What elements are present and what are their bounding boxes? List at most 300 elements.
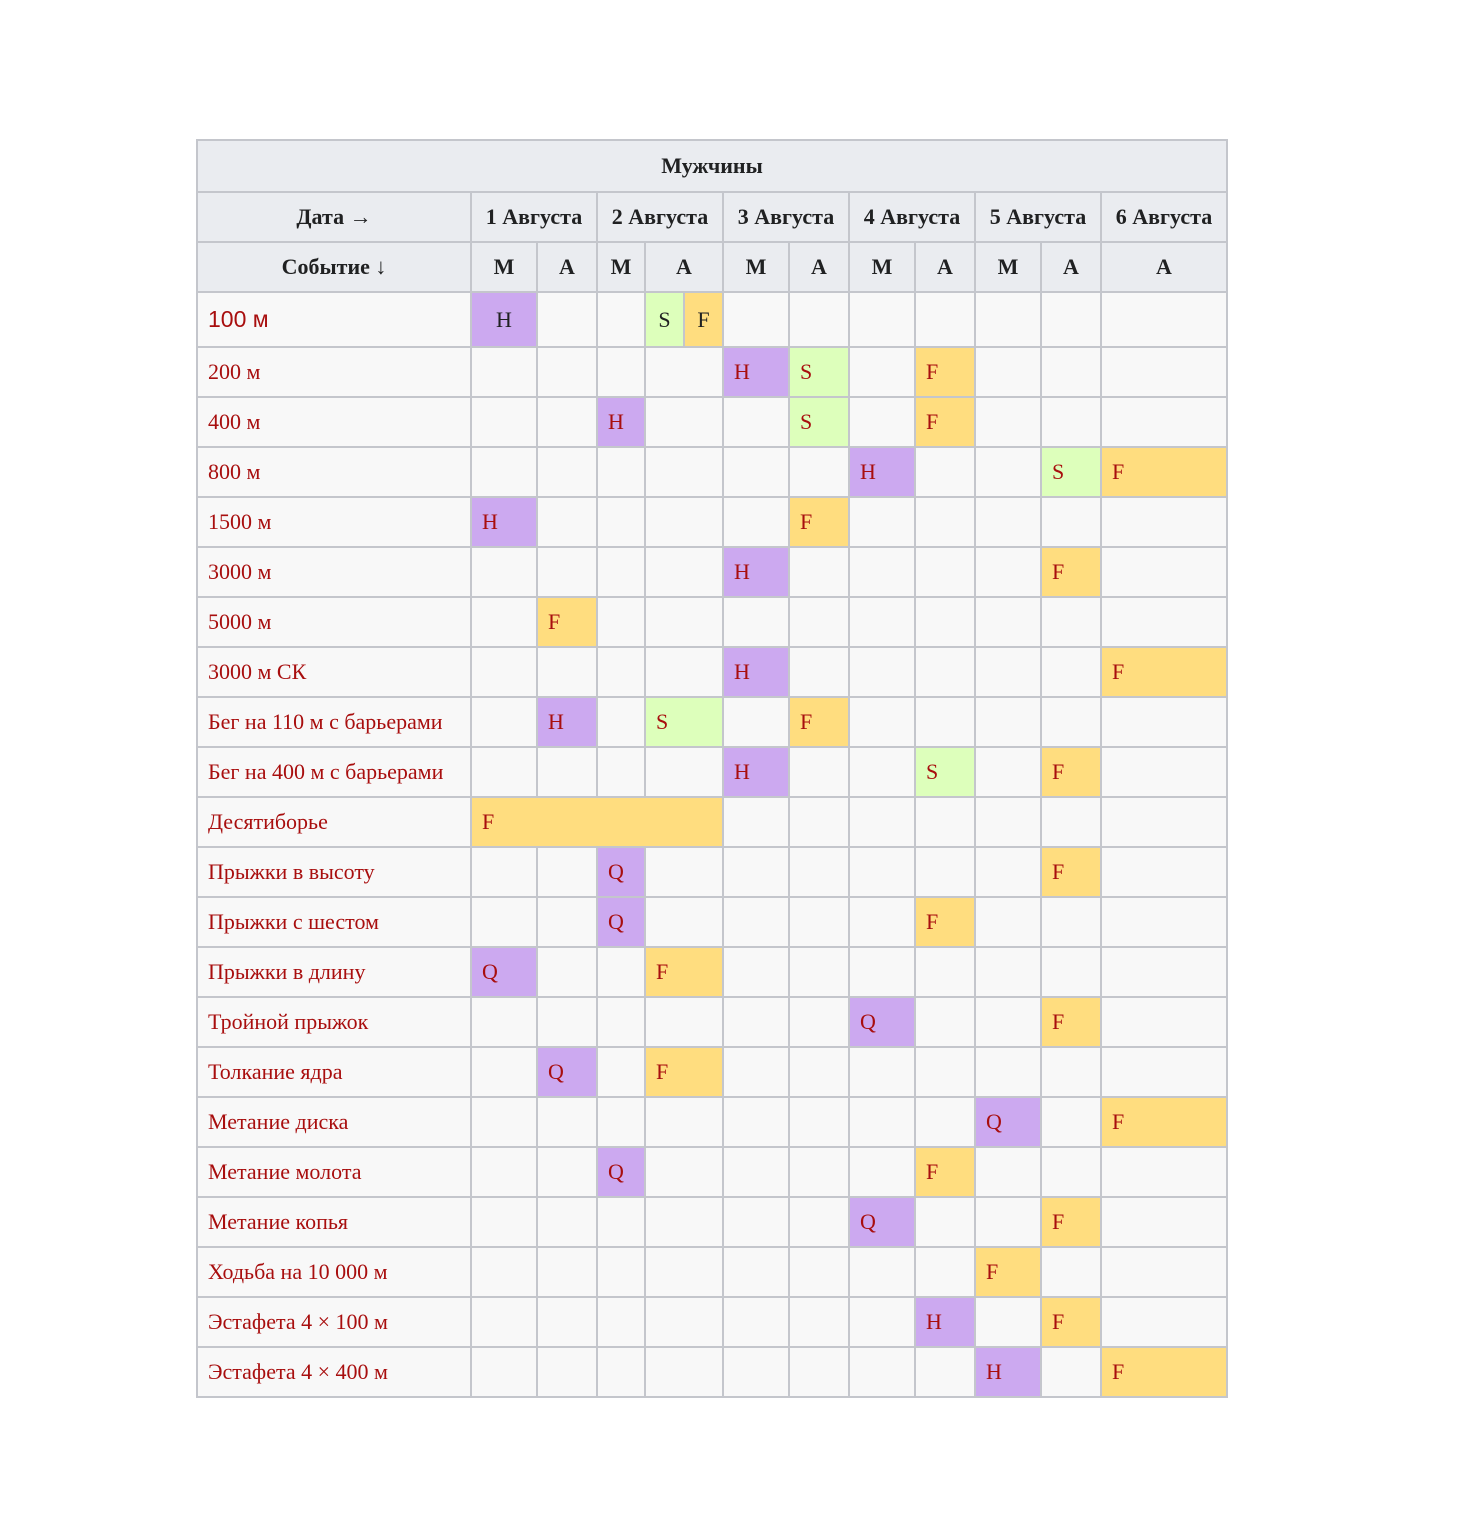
schedule-cell [1041, 347, 1101, 397]
schedule-cell [597, 497, 645, 547]
final-mark: F [1101, 447, 1227, 497]
session-header: А [645, 242, 723, 292]
schedule-cell [1041, 897, 1101, 947]
table-row [197, 347, 1227, 397]
schedule-cell [789, 547, 849, 597]
schedule-cell [723, 497, 789, 547]
schedule-cell [597, 292, 645, 347]
schedule-cell [645, 1097, 723, 1147]
qualification-mark: Q [849, 1197, 915, 1247]
schedule-cell [849, 1147, 915, 1197]
schedule-cell [723, 597, 789, 647]
session-header: А [915, 242, 975, 292]
schedule-cell [723, 292, 789, 347]
schedule-cell [915, 997, 975, 1047]
schedule-cell [975, 497, 1041, 547]
table-row [197, 547, 1227, 597]
schedule-cell [645, 447, 723, 497]
schedule-cell [597, 747, 645, 797]
schedule-cell [471, 447, 537, 497]
schedule-cell [1041, 597, 1101, 647]
final-mark: F [1041, 747, 1101, 797]
schedule-cell [1101, 897, 1227, 947]
schedule-cell [1101, 1197, 1227, 1247]
schedule-cell [975, 292, 1041, 347]
event-link[interactable]: 800 м [197, 447, 471, 497]
heat-mark: H [597, 397, 645, 447]
schedule-cell [645, 847, 723, 897]
event-link[interactable]: Метание молота [197, 1147, 471, 1197]
schedule-cell [723, 847, 789, 897]
schedule-cell [645, 747, 723, 797]
schedule-cell [723, 447, 789, 497]
day-header: 6 Августа [1101, 192, 1227, 242]
schedule-cell [723, 947, 789, 997]
schedule-cell [1101, 292, 1227, 347]
heat-mark: H [723, 347, 789, 397]
event-link[interactable]: 1500 м [197, 497, 471, 547]
schedule-cell [915, 447, 975, 497]
schedule-cell [471, 397, 537, 447]
schedule-cell [471, 347, 537, 397]
day-header: 1 Августа [471, 192, 597, 242]
schedule-cell [789, 447, 849, 497]
heat-mark: H [723, 647, 789, 697]
schedule-cell [645, 347, 723, 397]
schedule-cell [849, 947, 915, 997]
schedule-cell [915, 292, 975, 347]
final-mark: F [537, 597, 597, 647]
final-mark: F [1101, 1097, 1227, 1147]
schedule-cell [537, 647, 597, 697]
schedule-cell [723, 1047, 789, 1097]
schedule-cell [723, 897, 789, 947]
semifinal-mark: S [1041, 447, 1101, 497]
schedule-cell [975, 1147, 1041, 1197]
schedule-cell [471, 1297, 537, 1347]
heat-mark: H [975, 1347, 1041, 1397]
schedule-cell [789, 947, 849, 997]
schedule-cell [975, 897, 1041, 947]
schedule-cell [645, 292, 723, 347]
schedule-cell [471, 1147, 537, 1197]
schedule-cell [1041, 1147, 1101, 1197]
schedule-cell [849, 1247, 915, 1297]
event-link[interactable]: Десятиборье [197, 797, 471, 847]
session-header: М [849, 242, 915, 292]
schedule-cell [1101, 747, 1227, 797]
table-row [197, 797, 1227, 847]
semifinal-mark: S [789, 397, 849, 447]
schedule-cell [471, 547, 537, 597]
qualification-mark: Q [471, 947, 537, 997]
final-mark: F [915, 897, 975, 947]
schedule-cell [915, 1197, 975, 1247]
schedule-cell [1101, 597, 1227, 647]
schedule-cell [1101, 497, 1227, 547]
schedule-cell [849, 292, 915, 347]
schedule-cell [597, 1347, 645, 1397]
table-title: Мужчины [197, 140, 1227, 192]
schedule-cell [471, 847, 537, 897]
schedule-cell [537, 947, 597, 997]
schedule-cell [849, 647, 915, 697]
schedule-cell [471, 997, 537, 1047]
schedule-cell [471, 897, 537, 947]
event-link[interactable]: 3000 м [197, 547, 471, 597]
schedule-cell [537, 747, 597, 797]
table-row [197, 897, 1227, 947]
day-header: 2 Августа [597, 192, 723, 242]
schedule-cell [537, 997, 597, 1047]
final-mark: F [685, 293, 722, 346]
table-row [197, 1347, 1227, 1397]
schedule-cell [645, 1247, 723, 1297]
schedule-cell [1101, 1047, 1227, 1097]
schedule-cell [1041, 647, 1101, 697]
schedule-cell [915, 697, 975, 747]
schedule-cell [1101, 1147, 1227, 1197]
schedule-cell [789, 1197, 849, 1247]
table-row [197, 747, 1227, 797]
schedule-cell [645, 597, 723, 647]
schedule-cell [1041, 1047, 1101, 1097]
day-header: 4 Августа [849, 192, 975, 242]
schedule-cell [915, 797, 975, 847]
schedule-cell [789, 847, 849, 897]
event-link[interactable]: 200 м [197, 347, 471, 397]
schedule-cell [645, 1147, 723, 1197]
schedule-cell [849, 897, 915, 947]
schedule-cell [723, 1297, 789, 1347]
schedule-cell [789, 597, 849, 647]
schedule-cell [1041, 292, 1101, 347]
schedule-cell [1101, 997, 1227, 1047]
schedule-cell [471, 647, 537, 697]
schedule-cell [975, 347, 1041, 397]
qualification-mark: Q [849, 997, 915, 1047]
schedule-cell [1101, 697, 1227, 747]
schedule-cell [849, 797, 915, 847]
final-mark: F [1041, 547, 1101, 597]
heat-mark: H [723, 547, 789, 597]
final-mark: F [1041, 1197, 1101, 1247]
schedule-cell [537, 1097, 597, 1147]
schedule-cell [471, 747, 537, 797]
schedule-cell [849, 1097, 915, 1147]
schedule-cell [1041, 397, 1101, 447]
schedule-cell [537, 547, 597, 597]
schedule-table [196, 139, 1228, 1398]
schedule-cell [1041, 1247, 1101, 1297]
schedule-cell [915, 947, 975, 997]
schedule-cell [1101, 347, 1227, 397]
schedule-cell [975, 697, 1041, 747]
schedule-cell [723, 797, 789, 847]
event-link[interactable]: Эстафета 4 × 400 м [197, 1347, 471, 1397]
schedule-cell [789, 747, 849, 797]
session-header: М [723, 242, 789, 292]
schedule-cell [597, 997, 645, 1047]
event-link[interactable]: 5000 м [197, 597, 471, 647]
schedule-cell [645, 1297, 723, 1347]
schedule-cell [597, 597, 645, 647]
schedule-cell [723, 1147, 789, 1197]
qualification-mark: Q [597, 1147, 645, 1197]
session-header: М [471, 242, 537, 292]
schedule-cell [1101, 847, 1227, 897]
schedule-cell [915, 1247, 975, 1297]
schedule-cell [915, 1047, 975, 1097]
final-mark: F [1101, 1347, 1227, 1397]
schedule-cell [975, 397, 1041, 447]
schedule-cell [975, 997, 1041, 1047]
schedule-cell [1041, 1097, 1101, 1147]
schedule-cell [723, 1347, 789, 1397]
schedule-cell [849, 347, 915, 397]
schedule-cell [915, 1347, 975, 1397]
schedule-cell [849, 697, 915, 747]
heat-mark: H [849, 447, 915, 497]
schedule-cell [471, 697, 537, 747]
final-mark: F [1041, 847, 1101, 897]
schedule-cell [849, 747, 915, 797]
final-mark: F [471, 797, 723, 847]
table-row [197, 447, 1227, 497]
final-mark: F [975, 1247, 1041, 1297]
schedule-cell [645, 397, 723, 447]
final-mark: F [915, 397, 975, 447]
schedule-cell [1041, 697, 1101, 747]
schedule-cell [597, 1047, 645, 1097]
schedule-cell [723, 997, 789, 1047]
final-mark: F [1041, 997, 1101, 1047]
final-mark: F [1041, 1297, 1101, 1347]
schedule-cell [789, 1147, 849, 1197]
schedule-cell [471, 1047, 537, 1097]
schedule-cell [537, 397, 597, 447]
table-row [197, 947, 1227, 997]
heat-mark: H [723, 747, 789, 797]
schedule-cell [645, 1197, 723, 1247]
event-link[interactable]: Бег на 110 м с барьерами [197, 697, 471, 747]
semifinal-mark: S [789, 347, 849, 397]
event-link[interactable]: Бег на 400 м с барьерами [197, 747, 471, 797]
schedule-cell [1041, 497, 1101, 547]
schedule-cell [789, 1047, 849, 1097]
schedule-cell [849, 397, 915, 447]
day-header: 5 Августа [975, 192, 1101, 242]
table-row [197, 847, 1227, 897]
schedule-cell [975, 447, 1041, 497]
schedule-cell [471, 1247, 537, 1297]
table-row [197, 1097, 1227, 1147]
session-header: А [789, 242, 849, 292]
schedule-cell [975, 547, 1041, 597]
schedule-cell [789, 292, 849, 347]
event-link[interactable]: Метание копья [197, 1197, 471, 1247]
event-link[interactable]: Прыжки с шестом [197, 897, 471, 947]
schedule-cell [597, 697, 645, 747]
schedule-cell [723, 1197, 789, 1247]
schedule-cell [849, 547, 915, 597]
schedule-cell [597, 547, 645, 597]
table-row [197, 1147, 1227, 1197]
schedule-cell [975, 747, 1041, 797]
schedule-cell [537, 497, 597, 547]
schedule-cell [915, 497, 975, 547]
final-mark: F [915, 1147, 975, 1197]
event-link[interactable]: Эстафета 4 × 100 м [197, 1297, 471, 1347]
schedule-cell [723, 697, 789, 747]
table-row [197, 697, 1227, 747]
schedule-cell [537, 1347, 597, 1397]
schedule-cell [789, 1247, 849, 1297]
schedule-cell [645, 647, 723, 697]
schedule-cell [975, 1197, 1041, 1247]
schedule-cell [471, 1097, 537, 1147]
schedule-cell [789, 1347, 849, 1397]
schedule-cell [645, 897, 723, 947]
schedule-cell [915, 597, 975, 647]
schedule-cell [537, 847, 597, 897]
schedule-cell [789, 997, 849, 1047]
table-row [197, 597, 1227, 647]
qualification-mark: Q [597, 897, 645, 947]
schedule-cell [975, 647, 1041, 697]
schedule-cell [1101, 1297, 1227, 1347]
schedule-cell [849, 847, 915, 897]
schedule-cell [789, 897, 849, 947]
schedule-cell [537, 897, 597, 947]
final-mark: F [789, 697, 849, 747]
event-link[interactable]: Тройной прыжок [197, 997, 471, 1047]
schedule-cell [849, 1047, 915, 1097]
schedule-cell [597, 647, 645, 697]
session-header: А [1101, 242, 1227, 292]
table-row [197, 997, 1227, 1047]
schedule-cell [1041, 1347, 1101, 1397]
session-header: А [537, 242, 597, 292]
qualification-mark: Q [597, 847, 645, 897]
heat-mark: H [537, 697, 597, 747]
schedule-cell [975, 797, 1041, 847]
schedule-cell [597, 1097, 645, 1147]
final-mark: F [789, 497, 849, 547]
schedule-cell [597, 1247, 645, 1297]
schedule-cell [1041, 797, 1101, 847]
event-header: Событие ↓ [197, 242, 471, 292]
schedule-cell [723, 1097, 789, 1147]
schedule-cell [645, 497, 723, 547]
schedule-cell [1101, 1247, 1227, 1297]
schedule-cell [597, 347, 645, 397]
qualification-mark: Q [975, 1097, 1041, 1147]
schedule-cell [1101, 547, 1227, 597]
schedule-cell [597, 947, 645, 997]
schedule-cell [849, 1347, 915, 1397]
schedule-cell [645, 997, 723, 1047]
semifinal-mark: S [645, 697, 723, 747]
schedule-cell [915, 847, 975, 897]
schedule-cell [537, 1247, 597, 1297]
schedule-cell [597, 1197, 645, 1247]
schedule-cell [471, 1197, 537, 1247]
event-link[interactable]: Толкание ядра [197, 1047, 471, 1097]
schedule-cell [915, 547, 975, 597]
schedule-cell [1101, 397, 1227, 447]
session-header: М [597, 242, 645, 292]
schedule-cell [471, 597, 537, 647]
heat-mark: H [915, 1297, 975, 1347]
schedule-cell [723, 1247, 789, 1297]
schedule-cell [849, 597, 915, 647]
schedule-cell [975, 947, 1041, 997]
event-link[interactable]: Ходьба на 10 000 м [197, 1247, 471, 1297]
final-mark: F [915, 347, 975, 397]
table-row [197, 1297, 1227, 1347]
schedule-cell [975, 1297, 1041, 1347]
schedule-cell [597, 447, 645, 497]
event-link[interactable]: Прыжки в длину [197, 947, 471, 997]
schedule-cell [975, 597, 1041, 647]
event-link[interactable]: 3000 м СК [197, 647, 471, 697]
schedule-cell [849, 497, 915, 547]
schedule-cell [537, 1197, 597, 1247]
schedule-cell [915, 647, 975, 697]
schedule-cell [789, 797, 849, 847]
schedule-cell [1101, 947, 1227, 997]
final-mark: F [645, 1047, 723, 1097]
table-row [197, 497, 1227, 547]
session-header: М [975, 242, 1041, 292]
event-link[interactable]: 100 м [197, 292, 471, 347]
schedule-cell [537, 1297, 597, 1347]
schedule-cell [849, 1297, 915, 1347]
schedule-cell [789, 647, 849, 697]
semifinal-mark: S [646, 293, 685, 346]
schedule-cell [597, 1297, 645, 1347]
schedule-cell [915, 1097, 975, 1147]
schedule-cell [645, 1347, 723, 1397]
schedule-cell [471, 1347, 537, 1397]
schedule-cell [975, 847, 1041, 897]
schedule-cell [975, 1047, 1041, 1097]
schedule-cell [1041, 947, 1101, 997]
heat-mark: H [471, 497, 537, 547]
schedule-cell [537, 1147, 597, 1197]
table-row [197, 397, 1227, 447]
table-row [197, 1197, 1227, 1247]
heat-mark: H [471, 292, 537, 347]
event-link[interactable]: Прыжки в высоту [197, 847, 471, 897]
schedule-cell [537, 347, 597, 397]
table-row [197, 1247, 1227, 1297]
event-link[interactable]: 400 м [197, 397, 471, 447]
schedule-cell [537, 292, 597, 347]
schedule-cell [645, 547, 723, 597]
schedule-cell [789, 1297, 849, 1347]
final-mark: F [1101, 647, 1227, 697]
schedule-cell [723, 397, 789, 447]
table-row [197, 647, 1227, 697]
schedule-cell [1101, 797, 1227, 847]
session-header: А [1041, 242, 1101, 292]
qualification-mark: Q [537, 1047, 597, 1097]
event-link[interactable]: Метание диска [197, 1097, 471, 1147]
final-mark: F [645, 947, 723, 997]
semifinal-mark: S [915, 747, 975, 797]
